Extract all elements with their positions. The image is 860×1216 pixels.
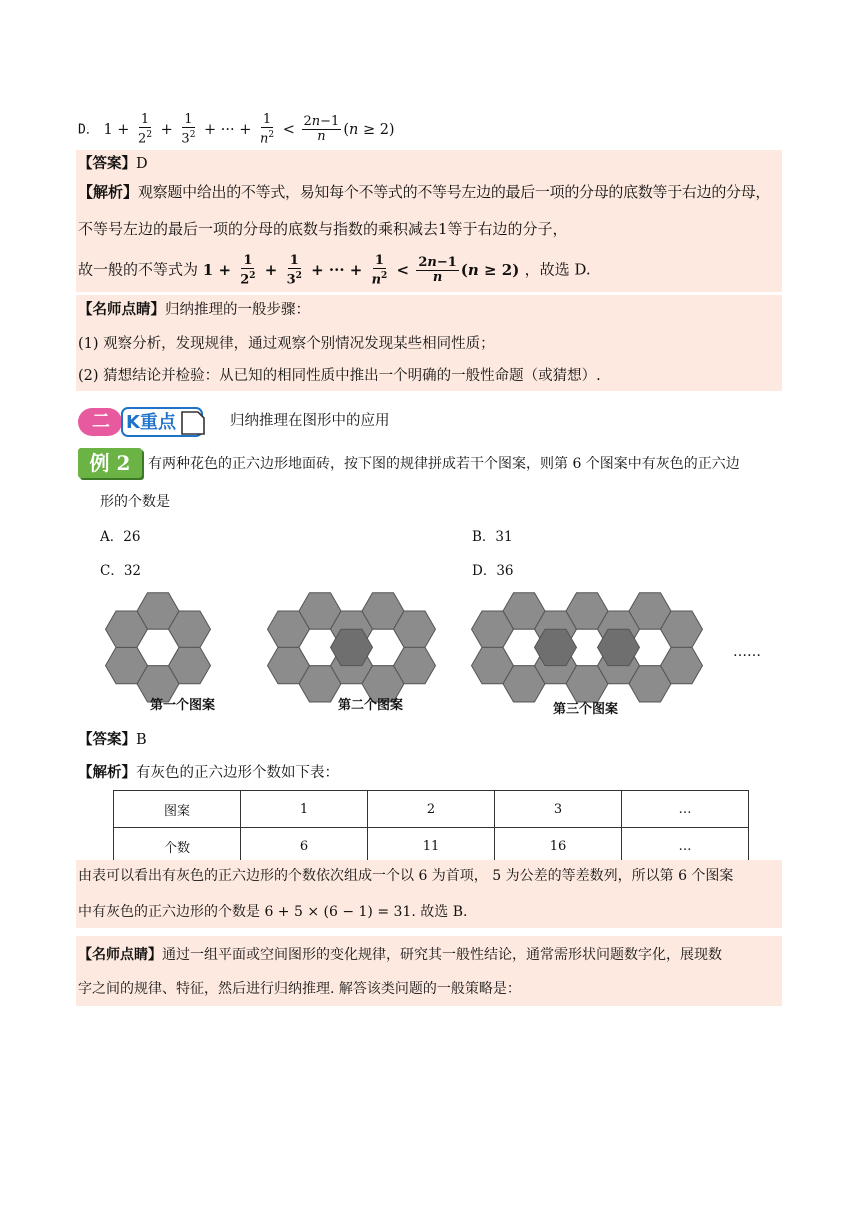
table-row [114, 828, 749, 865]
tip-1-step-2: (2) 猜想结论并检验：从已知的相同性质中推出一个明确的一般性命题（或猜想）. [78, 368, 601, 384]
answer-1-value: D [136, 156, 148, 172]
table-cell: 个数 [114, 828, 241, 865]
option-d-label: D． [78, 122, 99, 138]
table-cell: 16 [495, 828, 622, 865]
conclusion-formula: 6 + 5 × (6 − 1) = 31 [264, 904, 412, 920]
caption-1: 第一个图案 [150, 698, 216, 713]
section-badge-num: 二 [92, 411, 110, 432]
tip-1-intro [78, 300, 310, 320]
table-cell: … [622, 828, 749, 865]
example-badge: 例 2 [78, 448, 142, 478]
section-badge-text: K重点 [126, 412, 176, 433]
option-d-example: D．36 [472, 563, 514, 579]
example-text-2: 形的个数是 [100, 494, 170, 510]
table-cell: 1 [241, 791, 368, 828]
tip-2-text-1: 通过一组平面或空间图形的变化规律，研究其一般性结论，通常需形状问题数字化，展现数 [162, 947, 722, 963]
conclusion-suffix: . 故选 B. [411, 904, 468, 920]
analysis-1-suffix: ，故选 D. [524, 260, 591, 279]
figures-ellipsis: …… [733, 644, 761, 660]
answer-2 [78, 730, 147, 750]
answer-1-tag: 【答案】 [78, 155, 136, 172]
caption-3: 第三个图案 [553, 702, 619, 717]
analysis-1-prefix: 故一般的不等式为 [78, 260, 199, 279]
table-cell: 图案 [114, 791, 241, 828]
analysis-2-text: 有灰色的正六边形个数如下表： [136, 765, 339, 781]
table-row [114, 791, 749, 828]
answer-2-tag: 【答案】 [78, 731, 136, 748]
figure-1 [106, 593, 211, 702]
example-text-1: 有两种花色的正六边形地面砖，按下图的规律拼成若干个图案，则第 6 个图案中有灰色的正六边 [148, 456, 740, 472]
section-title: 归纳推理在图形中的应用 [230, 413, 390, 429]
option-d [78, 113, 395, 146]
table-cell: 6 [241, 828, 368, 865]
tip-2-line-2: 字之间的规律、特征，然后进行归纳推理. 解答该类问题的一般策略是： [78, 981, 521, 997]
table-cell: … [622, 791, 749, 828]
analysis-1-line-3 [78, 254, 591, 287]
analysis-1-line-1 [78, 182, 770, 202]
option-b: B．31 [472, 529, 513, 545]
answer-1 [78, 154, 148, 174]
table-cell: 2 [368, 791, 495, 828]
analysis-1-text-1: 观察题中给出的不等式，易知每个不等式的不等号左边的最后一项的分母的底数等于右边的分母， [138, 183, 771, 201]
tip-1-intro-text: 归纳推理的一般步骤： [165, 302, 310, 318]
analysis-2-tag: 【解析】 [78, 764, 136, 781]
conclusion-line-1: 由表可以看出有灰色的正六边形的个数依次组成一个以 6 为首项， 5 为公差的等差数列，所以第 6 个图案 [78, 868, 734, 884]
tip-1-step-1: (1) 观察分析，发现规律，通过观察个别情况发现某些相同性质； [78, 336, 495, 352]
option-c: C．32 [100, 563, 142, 579]
analysis-1-line-2: 不等号左边的最后一项的分母的底数与指数的乘积减去1等于右边的分子， [78, 220, 568, 238]
tip-2-tag: 【名师点睛】 [78, 947, 162, 963]
table-cell: 3 [495, 791, 622, 828]
count-table [113, 790, 749, 865]
conclusion-line-2 [78, 902, 467, 922]
tip-2-line-1 [78, 945, 722, 965]
caption-2: 第二个图案 [338, 698, 404, 713]
analysis-1-tag: 【解析】 [78, 183, 139, 201]
analysis-2 [78, 763, 339, 783]
option-a: A．26 [100, 529, 141, 545]
analysis-1-formula: 1 + $\frac{1}{2^2}$ + $\frac{1}{3^2}$ + ··· + $\frac{1}{n^2}$ < $\frac{2n-1}{n}$ (n ≥ 2) [202, 253, 525, 288]
figure-3 [472, 593, 703, 702]
answer-2-value: B [136, 732, 147, 748]
conclusion-prefix: 中有灰色的正六边形的个数是 [78, 904, 260, 920]
table-cell: 11 [368, 828, 495, 865]
tip-1-tag: 【名师点睛】 [78, 301, 165, 318]
figure-2 [268, 593, 436, 702]
option-d-formula: 1 + $\frac{1}{2^2}$ + $\frac{1}{3^2}$ + ··· + $\frac{1}{n^2}$ < $\frac{2n-1}{n}$ (n ≥ 2) [103, 112, 395, 147]
